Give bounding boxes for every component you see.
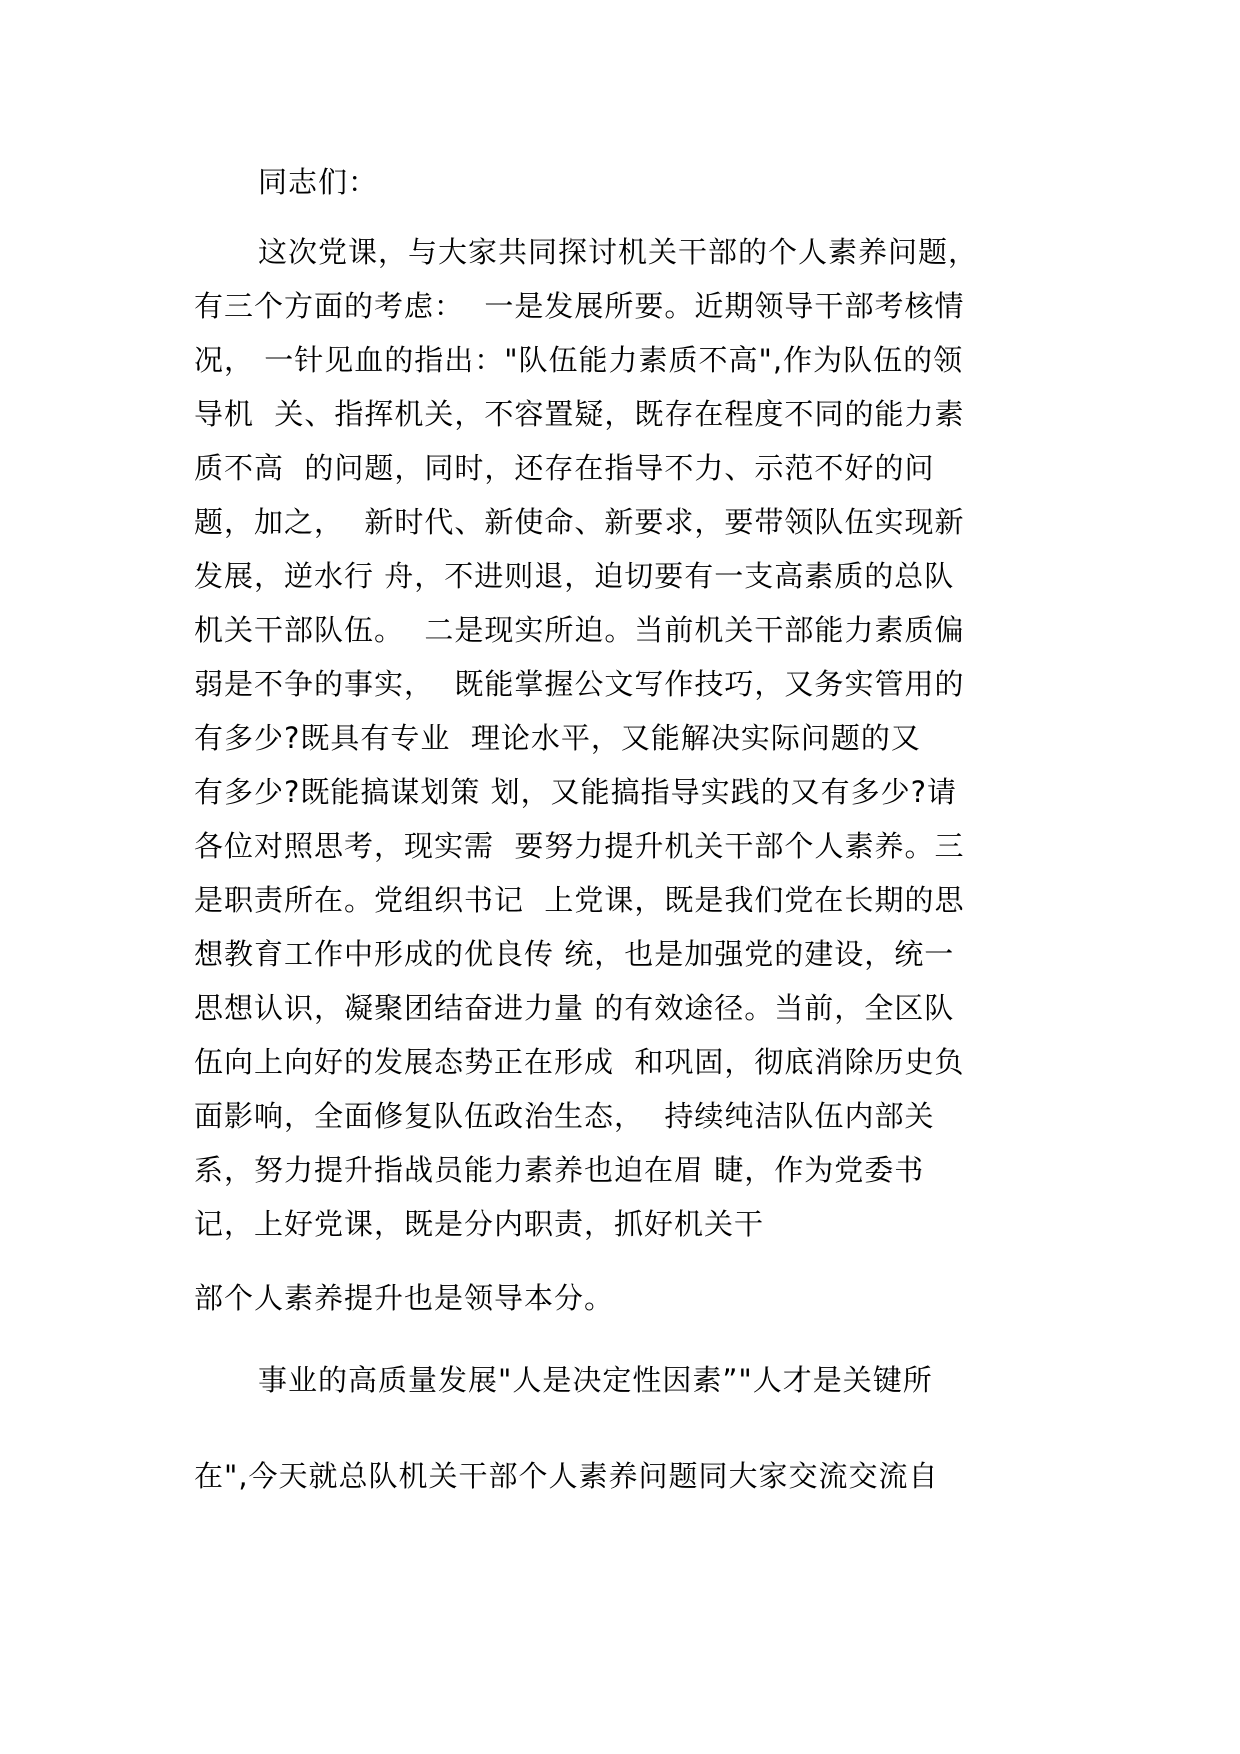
paragraph-line: 有多少?既能搞谋划策 划，又能搞指导实践的又有多少?请	[194, 775, 958, 809]
paragraph-line: 事业的高质量发展"人是决定性因素”"人才是关键所	[258, 1363, 933, 1397]
paragraph-line: 有三个方面的考虑： 一是发展所要。近期领导干部考核情	[194, 289, 965, 323]
paragraph-line: 这次党课，与大家共同探讨机关干部的个人素养问题，	[258, 235, 979, 269]
salutation: 同志们：	[258, 165, 379, 199]
paragraph-line: 弱是不争的事实， 既能掌握公文写作技巧，又务实管用的	[194, 667, 965, 701]
paragraph-line: 面影响，全面修复队伍政治生态， 持续纯洁队伍内部关	[194, 1099, 935, 1133]
paragraph-line: 题，加之， 新时代、新使命、新要求，要带领队伍实现新	[194, 505, 965, 539]
paragraph-line: 记，上好党课，既是分内职责，抓好机关干	[194, 1207, 765, 1241]
paragraph-line: 况， 一针见血的指出："队伍能力素质不高",作为队伍的领	[194, 343, 964, 377]
paragraph-line: 在",今天就总队机关干部个人素养问题同大家交流交流自	[194, 1459, 939, 1493]
paragraph-line: 想教育工作中形成的优良传 统，也是加强党的建设，统一	[194, 937, 955, 971]
paragraph-line: 发展，逆水行 舟，不进则退，迫切要有一支高素质的总队	[194, 559, 955, 593]
paragraph-line: 系，努力提升指战员能力素养也迫在眉 睫，作为党委书	[194, 1153, 925, 1187]
paragraph-line: 各位对照思考，现实需 要努力提升机关干部个人素养。三	[194, 829, 965, 863]
paragraph-line: 导机 关、指挥机关，不容置疑，既存在程度不同的能力素	[194, 397, 965, 431]
paragraph-line: 是职责所在。党组织书记 上党课，既是我们党在长期的思	[194, 883, 965, 917]
paragraph-line: 部个人素养提升也是领导本分。	[194, 1281, 615, 1315]
paragraph-line: 有多少?既具有专业 理论水平，又能解决实际问题的又	[194, 721, 921, 755]
paragraph-line: 质不高 的问题，同时，还存在指导不力、示范不好的问	[194, 451, 935, 485]
paragraph-line: 机关干部队伍。 二是现实所迫。当前机关干部能力素质偏	[194, 613, 965, 647]
paragraph-line: 伍向上向好的发展态势正在形成 和巩固，彻底消除历史负	[194, 1045, 965, 1079]
paragraph-line: 思想认识，凝聚团结奋进力量 的有效途径。当前，全区队	[194, 991, 955, 1025]
